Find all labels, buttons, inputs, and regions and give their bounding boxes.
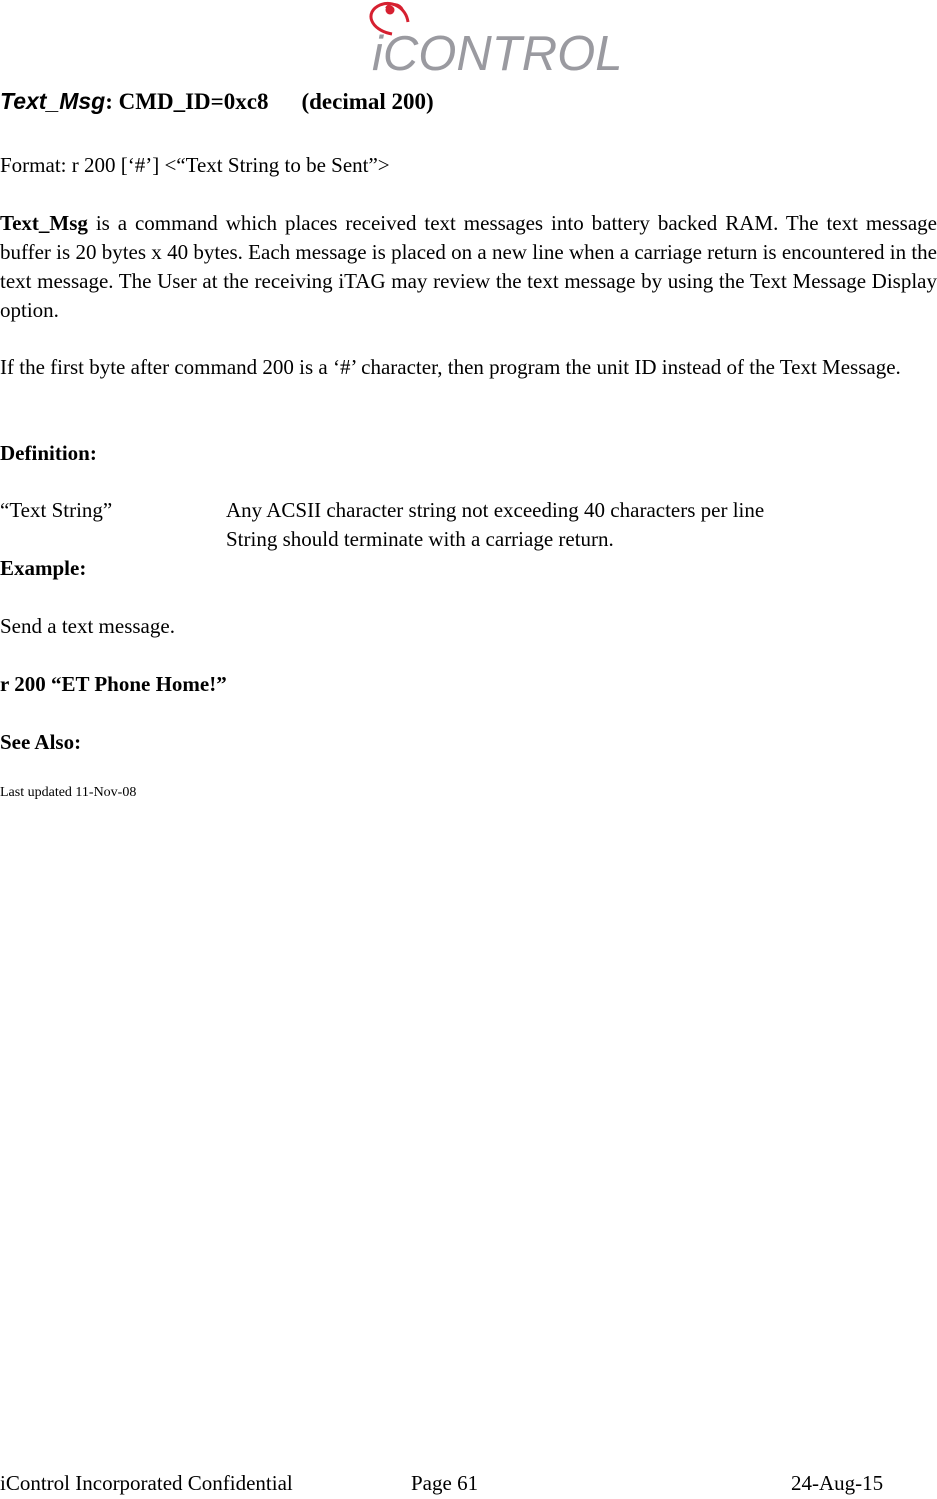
unit-id-note: If the first byte after command 200 is a ‘#’ character, then program the unit ID instead of the Text Message. [0,355,901,379]
definition-heading: Definition: [0,441,97,465]
see-also-heading: See Also: [0,730,82,754]
example-heading: Example: [0,556,87,580]
description-term: Text_Msg [0,211,88,235]
definition-description [226,496,764,554]
example-description: Send a text message. [0,614,175,638]
description-paragraph [0,209,937,325]
definition-line: String should terminate with a carriage return. [226,527,614,551]
footer-page-number: Page 61 [411,1471,479,1495]
command-title [0,88,434,115]
footer-company: iControl Incorporated Confidential [0,1471,293,1495]
format-line: Format: r 200 [‘#’] <“Text String to be Sent”> [0,153,390,177]
command-id: CMD_ID=0xc8 [118,89,269,114]
footer-date: 24-Aug-15 [791,1471,884,1495]
title-separator: : [105,89,119,114]
definition-line: Any ACSII character string not exceeding 40 characters per line [226,498,765,522]
definition-term: “Text String” [0,498,113,522]
example-command: r 200 “ET Phone Home!” [0,672,227,696]
logo-text: iCONTROL [372,27,623,81]
description-text: is a command which places received text messages into battery backed RAM. The text message buffer is 20 bytes x 40 bytes. Each message is placed on a new line when a carriage return is encountered in the text message. The User at the receiving iTAG may review the text message by using the Text Message Display option. [0,211,937,322]
last-updated: Last updated 11-Nov-08 [0,785,137,800]
icontrol-logo [362,0,623,81]
command-name: Text_Msg [0,88,106,114]
command-decimal: (decimal 200) [301,89,434,114]
